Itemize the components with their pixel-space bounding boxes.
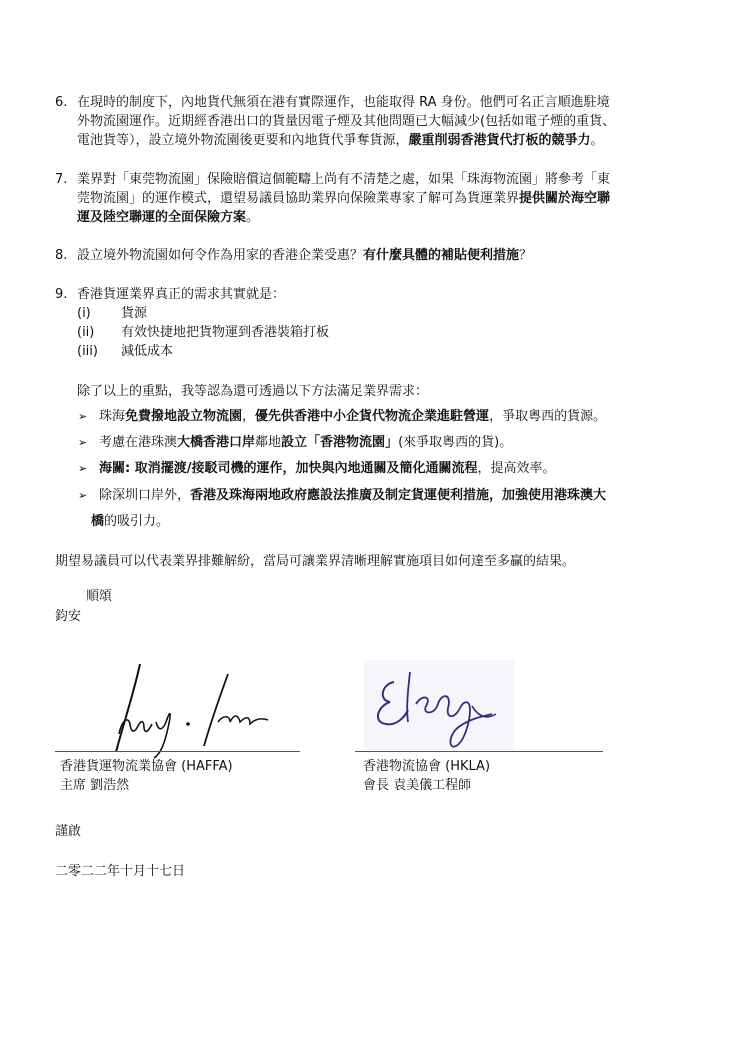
arrow-bullet-icon: ➢: [78, 410, 88, 423]
item-7-number: 7.: [55, 172, 68, 187]
sub-item-mark: (ii): [77, 325, 95, 340]
item-9-intro: 香港貨運業界真正的需求其實就是：: [77, 287, 286, 302]
sign-off: 謹啟: [55, 824, 82, 839]
measure-1: 珠海免費撥地設立物流園，優先供香港中小企貨代物流企業進駐營運，爭取粵西的貨源。: [99, 409, 607, 424]
haffa-chairman: 主席 劉浩然: [60, 778, 130, 793]
additional-measures-intro: 除了以上的重點，我等認為還可透過以下方法滿足業界需求：: [77, 384, 429, 399]
hkla-organisation: 香港物流協會 (HKLA): [363, 759, 491, 774]
letter-date: 二零二二年十月十七日: [55, 864, 186, 879]
measure-4-line-1: 除深圳口岸外，香港及珠海兩地政府應設法推廣及制定貨運便利措施，加強使用港珠澳大: [99, 488, 607, 503]
haffa-signature-line: [55, 751, 300, 752]
item-7-line-1: 業界對「東莞物流園」保險賠償這個範疇上尚有不清楚之處，如果「珠海物流園」將參考「東: [77, 172, 611, 187]
item-8-line: 設立境外物流園如何令作為用家的香港企業受惠？有什麼具體的補貼便利措施？: [77, 248, 533, 263]
item-8-emphasis: 有什麼具體的補貼便利措施: [363, 248, 520, 263]
item-6-line-2: 外物流園運作。近期經香港出口的貨量因電子煙及其他問題已大幅減少(包括如電子煙的重貨、: [77, 114, 616, 129]
measure-2: 考慮在港珠澳大橋香港口岸鄰地設立「香港物流園」(來爭取粵西的貨)。: [99, 435, 513, 450]
closing-salutation: 鈞安: [55, 609, 82, 624]
hkla-signature-line: [355, 751, 603, 752]
item-6-line-3: 電池貨等），設立境外物流園後更要和內地貨代爭奪貨源，嚴重削弱香港貨代打板的競爭力。: [77, 133, 604, 148]
haffa-signature: [100, 662, 280, 762]
item-9-number: 9.: [55, 287, 68, 302]
sub-item-text: 有效快捷地把貨物運到香港裝箱打板: [121, 325, 330, 340]
measure-3: 海關: 取消擺渡/接駁司機的運作，加快與內地通關及簡化通關流程，提高效率。: [99, 461, 556, 476]
item-8-number: 8.: [55, 248, 68, 263]
item-7-emphasis: 提供關於海空聯: [519, 191, 611, 206]
closing-hope: 期望易議員可以代表業界排難解紛，當局可讓業界清晰理解實施項目如何達至多贏的結果。: [55, 554, 576, 569]
sub-item-mark: (iii): [77, 344, 98, 359]
item-6-emphasis: 嚴重削弱香港貨代打板的競爭力: [408, 133, 591, 148]
sub-item-text: 減低成本: [121, 344, 174, 359]
item-7-line-3: 運及陸空聯運的全面保險方案。: [77, 210, 260, 225]
hkla-signature: [364, 660, 514, 750]
arrow-bullet-icon: ➢: [78, 436, 88, 449]
haffa-organisation: 香港貨運物流業協會 (HAFFA): [60, 759, 233, 774]
item-6-line-1: 在現時的制度下，內地貨代無須在港有實際運作，也能取得 RA 身份。他們可名正言順進駐境: [77, 95, 610, 110]
sub-item-mark: (i): [77, 306, 91, 321]
measure-4-line-2: 橋的吸引力。: [91, 514, 170, 529]
arrow-bullet-icon: ➢: [78, 462, 88, 475]
sub-item-text: 貨源: [121, 306, 148, 321]
item-7-line-2: 莞物流園」的運作模式，還望易議員協助業界向保險業專家了解可為貨運業界提供關於海空聯: [77, 191, 611, 206]
closing-regards: 順頌: [86, 589, 113, 604]
item-6-number: 6.: [55, 95, 68, 110]
hkla-president: 會長 袁美儀工程師: [363, 778, 472, 793]
arrow-bullet-icon: ➢: [78, 489, 88, 502]
